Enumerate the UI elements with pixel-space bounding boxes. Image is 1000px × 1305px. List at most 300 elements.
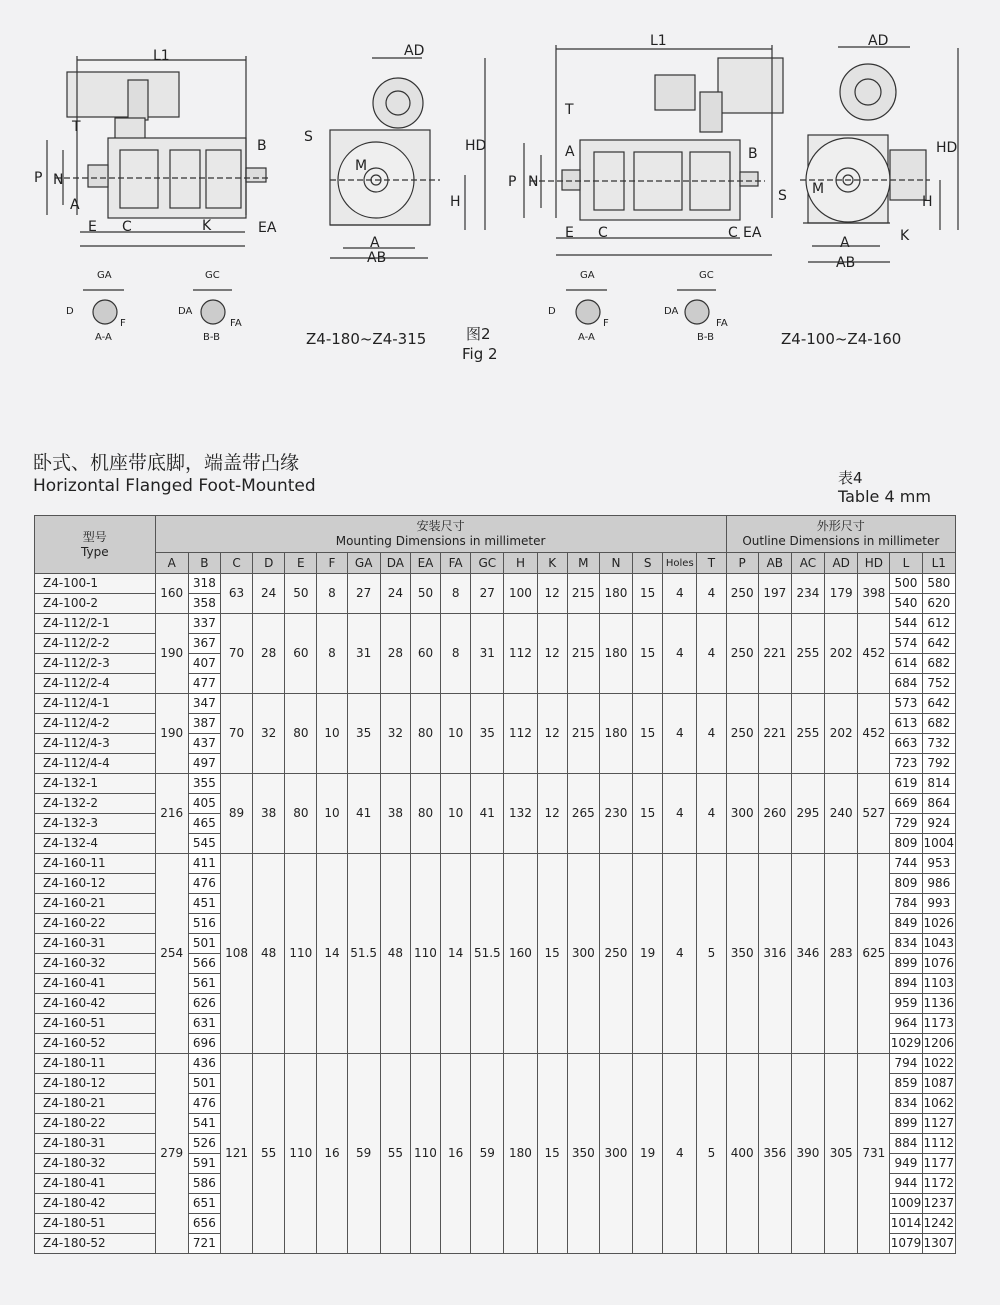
section-label-aa: A-A bbox=[95, 332, 112, 343]
table-row bbox=[35, 854, 956, 874]
cell-l: 684 bbox=[890, 674, 922, 694]
cell-hd: 527 bbox=[858, 774, 890, 854]
cell-a: 190 bbox=[155, 614, 188, 694]
dim-label-ad: AD bbox=[404, 43, 425, 59]
column-header-l1: L1 bbox=[922, 553, 955, 574]
cell-s: 15 bbox=[633, 694, 663, 774]
dim-label-s-right: S bbox=[778, 188, 787, 204]
column-header-k: K bbox=[537, 553, 567, 574]
cell-hd: 398 bbox=[858, 574, 890, 614]
section-heading-zh: 卧式、机座带底脚，端盖带凸缘 bbox=[33, 452, 300, 474]
cell-ea: 110 bbox=[410, 1054, 440, 1254]
cell-ab: 316 bbox=[758, 854, 791, 1054]
cell-b: 545 bbox=[188, 834, 220, 854]
section-label-bb: B-B bbox=[203, 332, 220, 343]
dim-label-s: S bbox=[304, 129, 313, 145]
cell-l1: 792 bbox=[922, 754, 955, 774]
cell-e: 80 bbox=[285, 774, 317, 854]
dim-label-c-right: C bbox=[598, 225, 608, 241]
section-label-d: D bbox=[66, 306, 74, 317]
cell-da: 55 bbox=[380, 1054, 410, 1254]
dim-label-ab: AB bbox=[367, 250, 387, 266]
cell-l1: 1112 bbox=[922, 1134, 955, 1154]
cell-ac: 346 bbox=[791, 854, 824, 1054]
table-body bbox=[35, 574, 956, 1254]
cell-ad: 202 bbox=[825, 614, 858, 694]
cell-l1: 1206 bbox=[922, 1034, 955, 1054]
cell-ab: 356 bbox=[758, 1054, 791, 1254]
cell-d: 32 bbox=[253, 694, 285, 774]
cell-da: 28 bbox=[380, 614, 410, 694]
type-cell: Z4-160-41 bbox=[35, 974, 156, 994]
cell-b: 477 bbox=[188, 674, 220, 694]
cell-e: 110 bbox=[285, 854, 317, 1054]
cell-b: 561 bbox=[188, 974, 220, 994]
cell-l: 899 bbox=[890, 954, 922, 974]
column-header-ea: EA bbox=[410, 553, 440, 574]
cell-ad: 240 bbox=[825, 774, 858, 854]
dim-label-a2: A bbox=[370, 235, 380, 251]
type-cell: Z4-180-32 bbox=[35, 1154, 156, 1174]
figure-label-zh: 图2 bbox=[466, 325, 491, 343]
cell-h: 112 bbox=[504, 694, 537, 774]
cell-p: 250 bbox=[726, 574, 758, 614]
cell-s: 15 bbox=[633, 614, 663, 694]
cell-l: 964 bbox=[890, 1014, 922, 1034]
cell-l: 1029 bbox=[890, 1034, 922, 1054]
type-cell: Z4-132-2 bbox=[35, 794, 156, 814]
section-label-f: F bbox=[120, 318, 126, 329]
cell-f: 10 bbox=[317, 694, 347, 774]
cell-l1: 924 bbox=[922, 814, 955, 834]
cell-b: 651 bbox=[188, 1194, 220, 1214]
column-header-ad: AD bbox=[825, 553, 858, 574]
type-cell: Z4-180-41 bbox=[35, 1174, 156, 1194]
cell-m: 215 bbox=[567, 574, 599, 614]
cell-t: 4 bbox=[697, 574, 726, 614]
type-cell: Z4-112/4-4 bbox=[35, 754, 156, 774]
column-header-hd: HD bbox=[858, 553, 890, 574]
cell-ab: 197 bbox=[758, 574, 791, 614]
cell-f: 8 bbox=[317, 574, 347, 614]
type-cell: Z4-100-1 bbox=[35, 574, 156, 594]
dim-label-m: M bbox=[355, 158, 368, 174]
cell-b: 591 bbox=[188, 1154, 220, 1174]
cell-p: 250 bbox=[726, 694, 758, 774]
table-row bbox=[35, 614, 956, 634]
cell-l: 540 bbox=[890, 594, 922, 614]
cell-b: 476 bbox=[188, 874, 220, 894]
cell-b: 318 bbox=[188, 574, 220, 594]
cell-l: 613 bbox=[890, 714, 922, 734]
type-cell: Z4-112/4-2 bbox=[35, 714, 156, 734]
section-heading-en: Horizontal Flanged Foot-Mounted bbox=[33, 476, 316, 496]
cell-l1: 682 bbox=[922, 654, 955, 674]
cell-ac: 255 bbox=[791, 694, 824, 774]
dim-label-n: N bbox=[53, 172, 64, 188]
section-label-da: DA bbox=[178, 306, 193, 317]
cell-b: 566 bbox=[188, 954, 220, 974]
cell-l: 619 bbox=[890, 774, 922, 794]
cell-h: 132 bbox=[504, 774, 537, 854]
dim-label-c2-right: C bbox=[728, 225, 738, 241]
cell-l1: 1127 bbox=[922, 1114, 955, 1134]
cell-ga: 41 bbox=[347, 774, 380, 854]
section-label-fa: FA bbox=[230, 318, 242, 329]
cell-ac: 255 bbox=[791, 614, 824, 694]
column-header-d: D bbox=[253, 553, 285, 574]
dim-label-p-right: P bbox=[508, 174, 517, 190]
section-label-f-right: F bbox=[603, 318, 609, 329]
cell-d: 48 bbox=[253, 854, 285, 1054]
cell-b: 631 bbox=[188, 1014, 220, 1034]
cell-e: 60 bbox=[285, 614, 317, 694]
cell-b: 626 bbox=[188, 994, 220, 1014]
column-header-e: E bbox=[285, 553, 317, 574]
cell-b: 347 bbox=[188, 694, 220, 714]
type-column-header bbox=[35, 516, 156, 574]
cell-s: 15 bbox=[633, 574, 663, 614]
cell-c: 70 bbox=[220, 694, 252, 774]
table-number-en: Table 4 mm bbox=[838, 487, 931, 506]
cell-c: 121 bbox=[220, 1054, 252, 1254]
cell-l: 849 bbox=[890, 914, 922, 934]
cell-l: 573 bbox=[890, 694, 922, 714]
dim-label-k-right: K bbox=[900, 228, 910, 244]
dim-label-ad-right: AD bbox=[868, 33, 889, 49]
cell-l: 809 bbox=[890, 874, 922, 894]
cell-m: 215 bbox=[567, 614, 599, 694]
cell-holes: 4 bbox=[663, 574, 697, 614]
cell-b: 436 bbox=[188, 1054, 220, 1074]
cell-hd: 731 bbox=[858, 1054, 890, 1254]
cell-l1: 1026 bbox=[922, 914, 955, 934]
section-label-ga: GA bbox=[97, 270, 112, 281]
cell-ga: 31 bbox=[347, 614, 380, 694]
column-header-a: A bbox=[155, 553, 188, 574]
type-cell: Z4-112/2-2 bbox=[35, 634, 156, 654]
cell-s: 19 bbox=[633, 854, 663, 1054]
cell-p: 300 bbox=[726, 774, 758, 854]
cell-b: 501 bbox=[188, 934, 220, 954]
type-cell: Z4-180-11 bbox=[35, 1054, 156, 1074]
cell-holes: 4 bbox=[663, 774, 697, 854]
cell-b: 476 bbox=[188, 1094, 220, 1114]
cell-e: 50 bbox=[285, 574, 317, 614]
cell-ea: 60 bbox=[410, 614, 440, 694]
cell-h: 160 bbox=[504, 854, 537, 1054]
cell-c: 108 bbox=[220, 854, 252, 1054]
cell-hd: 452 bbox=[858, 614, 890, 694]
cell-l: 663 bbox=[890, 734, 922, 754]
type-cell: Z4-160-21 bbox=[35, 894, 156, 914]
type-cell: Z4-160-11 bbox=[35, 854, 156, 874]
cell-b: 656 bbox=[188, 1214, 220, 1234]
cell-ab: 221 bbox=[758, 694, 791, 774]
dim-label-m-right: M bbox=[812, 181, 825, 197]
cell-c: 89 bbox=[220, 774, 252, 854]
type-cell: Z4-100-2 bbox=[35, 594, 156, 614]
type-cell: Z4-132-4 bbox=[35, 834, 156, 854]
type-cell: Z4-180-31 bbox=[35, 1134, 156, 1154]
cell-l: 959 bbox=[890, 994, 922, 1014]
section-label-fa-right: FA bbox=[716, 318, 728, 329]
type-cell: Z4-112/4-3 bbox=[35, 734, 156, 754]
cell-holes: 4 bbox=[663, 854, 697, 1054]
cell-d: 38 bbox=[253, 774, 285, 854]
cell-l1: 620 bbox=[922, 594, 955, 614]
dim-label-b-right: B bbox=[748, 146, 758, 162]
cell-l: 899 bbox=[890, 1114, 922, 1134]
cell-c: 63 bbox=[220, 574, 252, 614]
cell-l: 574 bbox=[890, 634, 922, 654]
cell-b: 526 bbox=[188, 1134, 220, 1154]
dim-label-t: T bbox=[72, 119, 81, 135]
column-header-row bbox=[35, 553, 956, 574]
cell-ab: 260 bbox=[758, 774, 791, 854]
cell-l: 784 bbox=[890, 894, 922, 914]
cell-b: 497 bbox=[188, 754, 220, 774]
cell-ea: 80 bbox=[410, 694, 440, 774]
cell-l1: 732 bbox=[922, 734, 955, 754]
type-cell: Z4-132-3 bbox=[35, 814, 156, 834]
cell-m: 300 bbox=[567, 854, 599, 1054]
cell-s: 15 bbox=[633, 774, 663, 854]
type-cell: Z4-132-1 bbox=[35, 774, 156, 794]
cell-da: 24 bbox=[380, 574, 410, 614]
dim-label-hd: HD bbox=[465, 138, 487, 154]
cell-l: 1079 bbox=[890, 1234, 922, 1254]
cell-l1: 1076 bbox=[922, 954, 955, 974]
cell-gc: 31 bbox=[471, 614, 504, 694]
cell-s: 19 bbox=[633, 1054, 663, 1254]
cell-n: 300 bbox=[599, 1054, 632, 1254]
cell-d: 28 bbox=[253, 614, 285, 694]
cell-l: 614 bbox=[890, 654, 922, 674]
dim-label-ab-right: AB bbox=[836, 255, 856, 271]
cell-b: 516 bbox=[188, 914, 220, 934]
cell-fa: 8 bbox=[441, 614, 471, 694]
dim-label-c: C bbox=[122, 219, 132, 235]
cell-ea: 110 bbox=[410, 854, 440, 1054]
cell-p: 350 bbox=[726, 854, 758, 1054]
cell-l: 794 bbox=[890, 1054, 922, 1074]
mounting-header-zh: 安装尺寸 bbox=[416, 519, 465, 533]
column-header-c: C bbox=[220, 553, 252, 574]
cell-hd: 452 bbox=[858, 694, 890, 774]
dim-label-l1-right: L1 bbox=[650, 33, 667, 49]
cell-l1: 642 bbox=[922, 694, 955, 714]
cell-fa: 8 bbox=[441, 574, 471, 614]
cell-da: 38 bbox=[380, 774, 410, 854]
dim-label-t-right: T bbox=[565, 102, 574, 118]
dim-label-n-right: N bbox=[528, 174, 539, 190]
cell-l1: 1177 bbox=[922, 1154, 955, 1174]
cell-l1: 580 bbox=[922, 574, 955, 594]
column-header-ab: AB bbox=[758, 553, 791, 574]
dim-label-h: H bbox=[450, 194, 461, 210]
cell-fa: 10 bbox=[441, 694, 471, 774]
cell-k: 12 bbox=[537, 774, 567, 854]
cell-gc: 51.5 bbox=[471, 854, 504, 1054]
cell-ac: 234 bbox=[791, 574, 824, 614]
cell-gc: 27 bbox=[471, 574, 504, 614]
cell-l1: 1307 bbox=[922, 1234, 955, 1254]
cell-b: 465 bbox=[188, 814, 220, 834]
figure-label-en: Fig 2 bbox=[462, 345, 498, 363]
cell-ab: 221 bbox=[758, 614, 791, 694]
cell-k: 15 bbox=[537, 1054, 567, 1254]
column-header-n: N bbox=[599, 553, 632, 574]
type-cell: Z4-160-12 bbox=[35, 874, 156, 894]
type-cell: Z4-180-51 bbox=[35, 1214, 156, 1234]
table-number-zh: 表4 bbox=[838, 469, 863, 487]
column-header-h: H bbox=[504, 553, 537, 574]
cell-fa: 14 bbox=[441, 854, 471, 1054]
cell-n: 250 bbox=[599, 854, 632, 1054]
cell-l1: 953 bbox=[922, 854, 955, 874]
cell-n: 180 bbox=[599, 614, 632, 694]
table-row bbox=[35, 1054, 956, 1074]
cell-l: 884 bbox=[890, 1134, 922, 1154]
cell-ea: 80 bbox=[410, 774, 440, 854]
cell-ga: 51.5 bbox=[347, 854, 380, 1054]
column-header-t: T bbox=[697, 553, 726, 574]
cell-holes: 4 bbox=[663, 694, 697, 774]
cell-l: 729 bbox=[890, 814, 922, 834]
type-cell: Z4-160-52 bbox=[35, 1034, 156, 1054]
cell-l1: 993 bbox=[922, 894, 955, 914]
cell-t: 4 bbox=[697, 694, 726, 774]
section-label-aa-right: A-A bbox=[578, 332, 595, 343]
type-header-zh: 型号 bbox=[82, 529, 107, 544]
cell-h: 112 bbox=[504, 614, 537, 694]
dim-label-e-right: E bbox=[565, 225, 574, 241]
dim-label-a-right: A bbox=[565, 144, 575, 160]
cell-l1: 1087 bbox=[922, 1074, 955, 1094]
cell-t: 5 bbox=[697, 1054, 726, 1254]
type-cell: Z4-112/2-4 bbox=[35, 674, 156, 694]
cell-l1: 986 bbox=[922, 874, 955, 894]
cell-fa: 16 bbox=[441, 1054, 471, 1254]
cell-l: 834 bbox=[890, 934, 922, 954]
cell-l: 809 bbox=[890, 834, 922, 854]
cell-m: 265 bbox=[567, 774, 599, 854]
cell-fa: 10 bbox=[441, 774, 471, 854]
dimensions-table bbox=[34, 515, 956, 1254]
outline-dimensions-header bbox=[726, 516, 955, 553]
cell-ac: 295 bbox=[791, 774, 824, 854]
cell-e: 110 bbox=[285, 1054, 317, 1254]
cell-l1: 1043 bbox=[922, 934, 955, 954]
cell-ad: 202 bbox=[825, 694, 858, 774]
cell-l1: 752 bbox=[922, 674, 955, 694]
cell-l1: 682 bbox=[922, 714, 955, 734]
type-cell: Z4-180-22 bbox=[35, 1114, 156, 1134]
cell-d: 24 bbox=[253, 574, 285, 614]
dim-label-hd-right: HD bbox=[936, 140, 958, 156]
dim-label-a: A bbox=[70, 197, 80, 213]
type-cell: Z4-180-12 bbox=[35, 1074, 156, 1094]
cell-f: 10 bbox=[317, 774, 347, 854]
cell-da: 32 bbox=[380, 694, 410, 774]
table-header bbox=[35, 516, 956, 574]
cell-b: 411 bbox=[188, 854, 220, 874]
cell-k: 12 bbox=[537, 694, 567, 774]
cell-ga: 27 bbox=[347, 574, 380, 614]
cell-l: 1014 bbox=[890, 1214, 922, 1234]
cell-l1: 1103 bbox=[922, 974, 955, 994]
cell-da: 48 bbox=[380, 854, 410, 1054]
cell-m: 350 bbox=[567, 1054, 599, 1254]
column-header-da: DA bbox=[380, 553, 410, 574]
section-label-ga-right: GA bbox=[580, 270, 595, 281]
table-row bbox=[35, 574, 956, 594]
cell-n: 180 bbox=[599, 694, 632, 774]
cell-k: 12 bbox=[537, 574, 567, 614]
cell-gc: 59 bbox=[471, 1054, 504, 1254]
cell-b: 451 bbox=[188, 894, 220, 914]
mounting-dimensions-header bbox=[155, 516, 726, 553]
cell-b: 355 bbox=[188, 774, 220, 794]
dim-label-l1: L1 bbox=[153, 48, 170, 64]
cell-ad: 283 bbox=[825, 854, 858, 1054]
column-header-s: S bbox=[633, 553, 663, 574]
cell-t: 4 bbox=[697, 774, 726, 854]
type-cell: Z4-180-21 bbox=[35, 1094, 156, 1114]
column-header-p: P bbox=[726, 553, 758, 574]
cell-l1: 1242 bbox=[922, 1214, 955, 1234]
section-label-d-right: D bbox=[548, 306, 556, 317]
type-cell: Z4-180-52 bbox=[35, 1234, 156, 1254]
cell-b: 721 bbox=[188, 1234, 220, 1254]
cell-m: 215 bbox=[567, 694, 599, 774]
cell-ga: 35 bbox=[347, 694, 380, 774]
outline-header-zh: 外形尺寸 bbox=[816, 519, 865, 533]
cell-ga: 59 bbox=[347, 1054, 380, 1254]
cell-l1: 1136 bbox=[922, 994, 955, 1014]
section-label-gc: GC bbox=[205, 270, 220, 281]
column-header-ga: GA bbox=[347, 553, 380, 574]
cell-l: 1009 bbox=[890, 1194, 922, 1214]
column-header-l: L bbox=[890, 553, 922, 574]
cell-t: 5 bbox=[697, 854, 726, 1054]
type-cell: Z4-160-22 bbox=[35, 914, 156, 934]
cell-l: 544 bbox=[890, 614, 922, 634]
cell-b: 405 bbox=[188, 794, 220, 814]
cell-d: 55 bbox=[253, 1054, 285, 1254]
cell-l1: 864 bbox=[922, 794, 955, 814]
cell-e: 80 bbox=[285, 694, 317, 774]
section-label-gc-right: GC bbox=[699, 270, 714, 281]
cell-l1: 1022 bbox=[922, 1054, 955, 1074]
dim-label-e: E bbox=[88, 219, 97, 235]
column-header-f: F bbox=[317, 553, 347, 574]
cell-gc: 35 bbox=[471, 694, 504, 774]
cell-l1: 1237 bbox=[922, 1194, 955, 1214]
cell-b: 501 bbox=[188, 1074, 220, 1094]
cell-b: 358 bbox=[188, 594, 220, 614]
dim-label-p: P bbox=[34, 170, 43, 186]
cell-l: 500 bbox=[890, 574, 922, 594]
cell-b: 337 bbox=[188, 614, 220, 634]
dim-label-h-right: H bbox=[922, 194, 933, 210]
cell-h: 180 bbox=[504, 1054, 537, 1254]
type-cell: Z4-160-32 bbox=[35, 954, 156, 974]
cell-p: 250 bbox=[726, 614, 758, 694]
table-row bbox=[35, 774, 956, 794]
cell-ad: 305 bbox=[825, 1054, 858, 1254]
